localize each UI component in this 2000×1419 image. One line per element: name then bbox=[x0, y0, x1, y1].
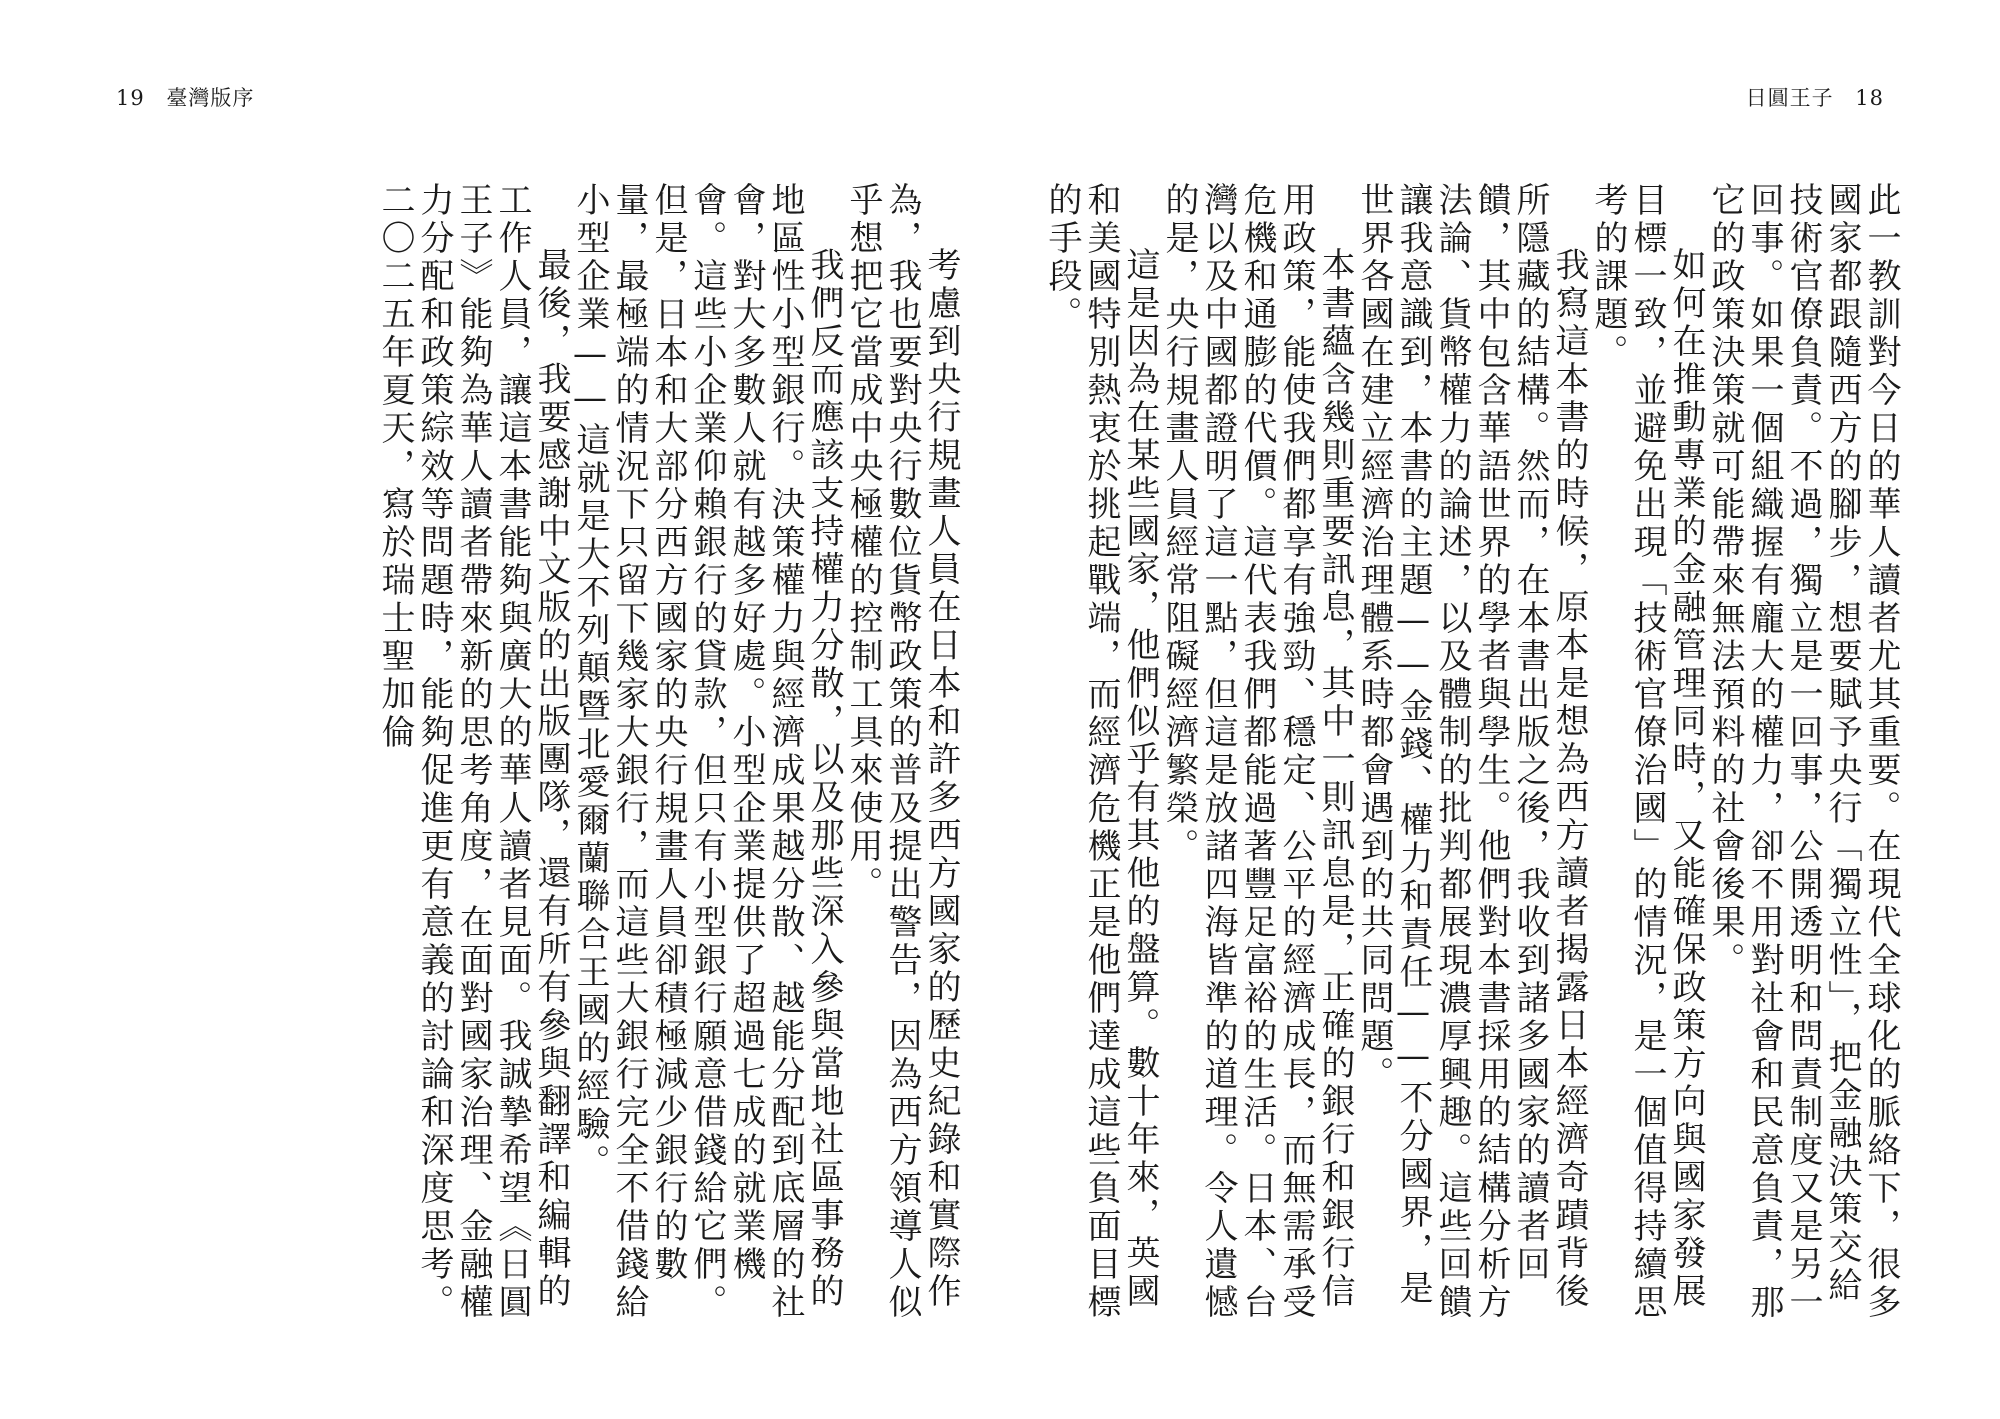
paragraph: 最後，我要感謝中文版的出版團隊，還有所有參與翻譯和編輯的工作人員，讓這本書能夠與廣大的華人讀者見面。我誠摯希望《日圓王子》能夠為華人讀者帶來新的思考角度，在面對國家治理、金融權力分配和政策綜效等問題時，能夠促進更有意義的討論和深度思考。 bbox=[414, 182, 571, 1322]
left-page-number: 19 bbox=[116, 86, 145, 110]
paragraph: 我們反而應該支持權力分散，以及那些深入參與當地社區事務的地區性小型銀行。決策權力與經濟成果越分散、越能分配到底層的社會，對大多數人就有越多好處。小型企業提供了超過七成的就業機會。這些小企業仰賴銀行的貸款，但只有小型銀行願意借錢給它們。但是，日本和大部分西方國家的央行規畫人員卻積極減少銀行的數量，最極端的情況下只留下幾家大銀行，而這些大銀行完全不借錢給小型企業——這就是大不列顛暨北愛爾蘭聯合王國的經驗。 bbox=[570, 182, 844, 1322]
paragraph: 我寫這本書的時候，原本是想為西方讀者揭露日本經濟奇蹟背後所隱藏的結構。然而，在本書出版之後，我收到諸多國家的讀者回饋，其中包含華語世界的學者與學生。他們對本書採用的結構分析方法論、貨幣權力的論述，以及體制的批判都展現濃厚興趣。這些回饋讓我意識到，本書的主題——金錢、權力和責任——不分國界，是世界各國在建立經濟治理體系時都會遇到的共同問題。 bbox=[1354, 182, 1589, 1322]
paragraph: 本書蘊含幾則重要訊息，其中一則訊息是，正確的銀行和銀行信用政策，能使我們都享有強勁、穩定、公平的經濟成長，而無需承受危機和通膨的代價。這代表我們都能過著豐足富裕的生活。日本、台灣以及中國都證明了這一點，但這是放諸四海皆準的道理。令人遺憾的是，央行規畫人員經常阻礙經濟繁榮。 bbox=[1159, 182, 1355, 1322]
right-running-head bbox=[1746, 82, 1898, 112]
right-page-body bbox=[1042, 182, 1901, 1332]
right-page-number: 18 bbox=[1855, 86, 1884, 110]
paragraph: 這是因為在某些國家，他們似乎有其他的盤算。數十年來，英國和美國特別熱衷於挑起戰端，而經濟危機正是他們達成這些負面目標的手段。 bbox=[1042, 182, 1160, 1322]
right-page-title: 日圓王子 bbox=[1745, 86, 1834, 110]
left-page-body bbox=[375, 182, 961, 1332]
signature-date-place: 二〇二五年夏天，寫於瑞士聖加倫 bbox=[375, 182, 415, 752]
left-running-head bbox=[102, 82, 254, 112]
paragraph: 此一教訓對今日的華人讀者尤其重要。在現代全球化的脈絡下，很多國家都跟隨西方的腳步，想要賦予央行「獨立性」，把金融決策交給技術官僚負責。不過，獨立是一回事，公開透明和問責制度又是另一回事。如果一個組織握有龐大的權力，卻不用對社會和民意負責，那它的政策決策就可能帶來無法預料的社會後果。 bbox=[1705, 182, 1901, 1322]
left-page-title: 臺灣版序 bbox=[166, 86, 255, 110]
paragraph: 考慮到央行規畫人員在日本和許多西方國家的歷史紀錄和實際作為，我也要對央行數位貨幣政策的普及提出警告，因為西方領導人似乎想把它當成中央極權的控制工具來使用。 bbox=[843, 182, 961, 1322]
paragraph: 如何在推動專業的金融管理同時，又能確保政策方向與國家發展目標一致，並避免出現「技術官僚治國」的情況，是一個值得持續思考的課題。 bbox=[1588, 182, 1706, 1322]
